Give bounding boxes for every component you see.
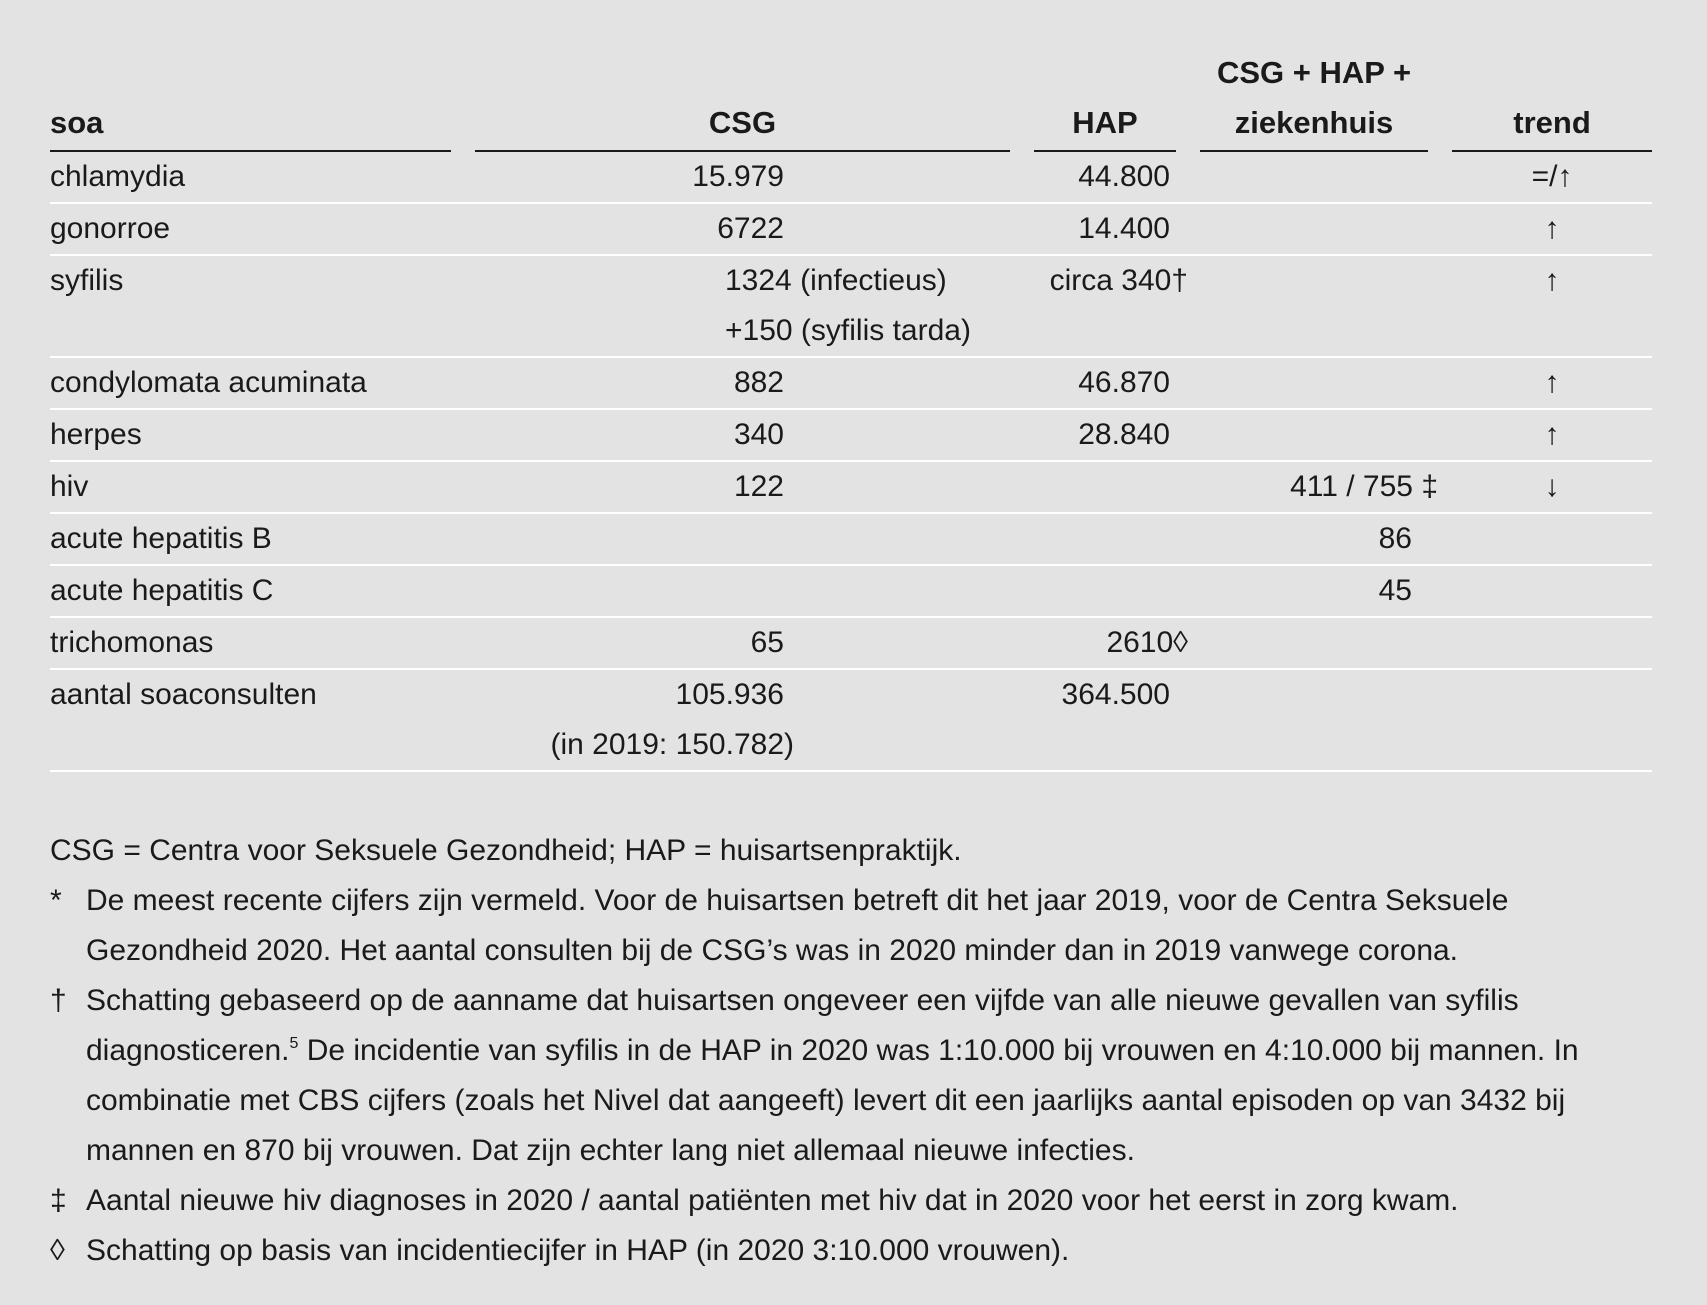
- cell-hap: circa 340†: [1034, 256, 1200, 358]
- table-row: [50, 618, 1652, 670]
- page: [50, 48, 1652, 1276]
- table-row: [50, 566, 1652, 618]
- cell-soa: trichomonas: [50, 618, 475, 670]
- cell-trend: ↑: [1452, 204, 1652, 256]
- header-soa: soa: [50, 48, 475, 152]
- cell-csg-hap-ziekenhuis: 411 / 755 ‡: [1200, 462, 1452, 514]
- footnote-lozenge: ◊ Schatting op basis van incidentiecijfer in HAP (in 2020 3:10.000 vrouwen).: [50, 1234, 1070, 1267]
- footnote-asterisk: * De meest recente cijfers zijn vermeld. Voor de huisartsen betreft dit het jaar 2019, voor de Centra Seksuele Gezondheid 2020. Het aantal consulten bij de CSG’s was in 2020 minder dan in 2019 vanwege corona.: [50, 884, 1509, 967]
- cell-csg-hap-ziekenhuis: [1200, 256, 1452, 358]
- cell-trend: =/↑: [1452, 152, 1652, 204]
- cell-soa: gonorroe: [50, 204, 475, 256]
- table-notes: [50, 826, 1652, 1276]
- soa-table: [50, 48, 1652, 772]
- cell-csg: 6722: [475, 204, 1034, 256]
- cell-csg-hap-ziekenhuis: [1200, 204, 1452, 256]
- cell-trend: ↑: [1452, 256, 1652, 358]
- table-row: [50, 204, 1652, 256]
- cell-soa: acute hepatitis B: [50, 514, 475, 566]
- cell-csg-hap-ziekenhuis: 86: [1200, 514, 1452, 566]
- cell-hap: 46.870: [1034, 358, 1200, 410]
- footnote-double-dagger: ‡ Aantal nieuwe hiv diagnoses in 2020 / aantal patiënten met hiv dat in 2020 voor het eerst in zorg kwam.: [50, 1184, 1459, 1217]
- table-row: [50, 670, 1652, 772]
- cell-soa: acute hepatitis C: [50, 566, 475, 618]
- cell-csg: 122: [475, 462, 1034, 514]
- table-row: [50, 256, 1652, 358]
- cell-hap: 44.800: [1034, 152, 1200, 204]
- cell-soa: syfilis: [50, 256, 475, 358]
- cell-trend: [1452, 514, 1652, 566]
- table-row: [50, 462, 1652, 514]
- cell-soa: chlamydia: [50, 152, 475, 204]
- cell-hap: [1034, 462, 1200, 514]
- header-trend: trend: [1452, 48, 1652, 152]
- cell-soa: aantal soaconsulten: [50, 670, 475, 772]
- cell-soa: herpes: [50, 410, 475, 462]
- cell-csg-hap-ziekenhuis: [1200, 670, 1452, 772]
- table-row: [50, 514, 1652, 566]
- cell-csg: 105.936 (in 2019: 150.782): [475, 670, 1034, 772]
- cell-csg: 882: [475, 358, 1034, 410]
- cell-csg: 1324 (infectieus) +150 (syfilis tarda): [475, 256, 1034, 358]
- cell-trend: ↓: [1452, 462, 1652, 514]
- cell-csg: 65: [475, 618, 1034, 670]
- footnote-dagger: † Schatting gebaseerd op de aanname dat huisartsen ongeveer een vijfde van alle nieuwe gevallen van syfilis diagnosticeren.$^5$ De incidentie van syfilis in de HAP in 2020 was 1:10.000 bij vrouwen en 4:10.000 bij mannen. In combinatie met CBS cijfers (zoals het Nivel dat aangeeft) levert dit een jaarlijks aantal episoden op van 3432 bij mannen en 870 bij vrouwen. Dat zijn echter lang niet allemaal nieuwe infecties.: [50, 984, 1579, 1167]
- cell-trend: [1452, 618, 1652, 670]
- cell-csg-hap-ziekenhuis: 45: [1200, 566, 1452, 618]
- cell-csg: 340: [475, 410, 1034, 462]
- reference-superscript: 5: [289, 1035, 299, 1052]
- table-header-row: [50, 48, 1652, 152]
- cell-soa: hiv: [50, 462, 475, 514]
- header-csg: CSG: [475, 48, 1034, 152]
- cell-hap: [1034, 566, 1200, 618]
- table-row: [50, 410, 1652, 462]
- cell-hap: [1034, 514, 1200, 566]
- cell-hap: 364.500: [1034, 670, 1200, 772]
- cell-csg-hap-ziekenhuis: [1200, 152, 1452, 204]
- cell-soa: condylomata acuminata: [50, 358, 475, 410]
- header-hap: HAP: [1034, 48, 1200, 152]
- abbreviation-note: CSG = Centra voor Seksuele Gezondheid; HAP = huisartsenpraktijk.: [50, 834, 962, 867]
- table-row: [50, 358, 1652, 410]
- cell-csg-hap-ziekenhuis: [1200, 410, 1452, 462]
- cell-csg: 15.979: [475, 152, 1034, 204]
- cell-csg: [475, 566, 1034, 618]
- header-csg-hap-ziekenhuis: CSG + HAP + ziekenhuis: [1200, 48, 1452, 152]
- cell-trend: [1452, 670, 1652, 772]
- cell-csg: [475, 514, 1034, 566]
- cell-trend: [1452, 566, 1652, 618]
- cell-trend: ↑: [1452, 358, 1652, 410]
- cell-csg-hap-ziekenhuis: [1200, 358, 1452, 410]
- cell-hap: 2610◊: [1034, 618, 1200, 670]
- cell-hap: 14.400: [1034, 204, 1200, 256]
- cell-trend: ↑: [1452, 410, 1652, 462]
- cell-hap: 28.840: [1034, 410, 1200, 462]
- cell-csg-hap-ziekenhuis: [1200, 618, 1452, 670]
- table-row: [50, 152, 1652, 204]
